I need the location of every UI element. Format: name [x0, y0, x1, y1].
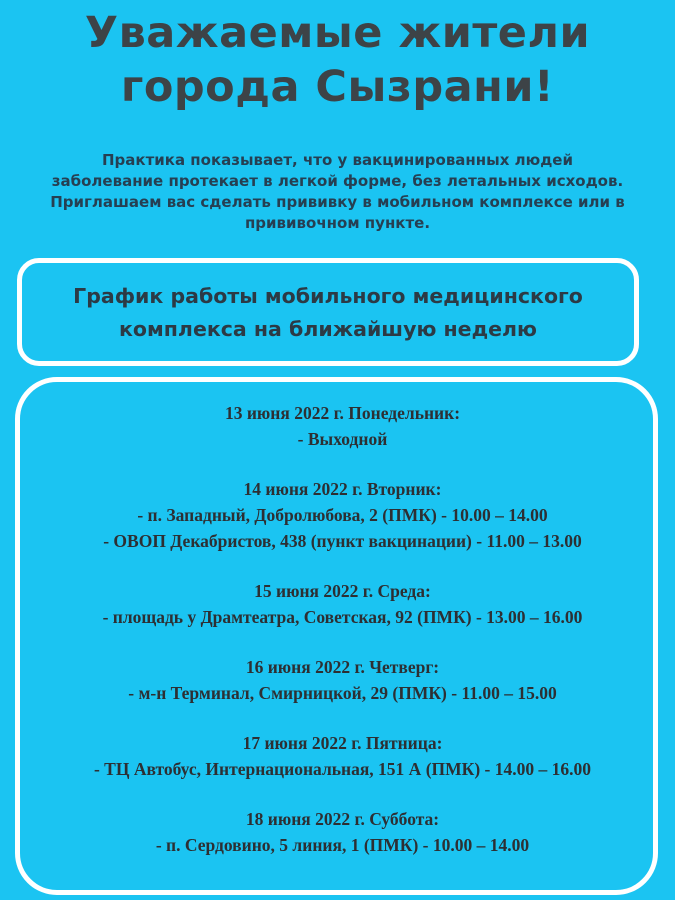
page-headline — [0, 6, 675, 114]
headline-line-2: города Сызрани! — [120, 62, 555, 112]
schedule-day-monday — [5, 400, 675, 452]
headline-line-1: Уважаемые жители — [84, 8, 591, 58]
schedule-title-line-2: комплекса на ближайшую неделю — [119, 317, 537, 341]
day-date: 16 июня 2022 г. Четверг: — [245, 657, 440, 677]
day-entry: - п. Сердовино, 5 линия, 1 (ПМК) - 10.00 – 14.00 — [155, 835, 530, 855]
schedule-title-line-1: График работы мобильного медицинского — [73, 284, 583, 308]
day-entry: - Выходной — [297, 429, 388, 449]
day-date: 13 июня 2022 г. Понедельник: — [224, 403, 461, 423]
day-entry: - м-н Терминал, Смирницкой, 29 (ПМК) - 11.00 – 15.00 — [128, 683, 557, 703]
day-entry: - ОВОП Декабристов, 438 (пункт вакцинации) - 11.00 – 13.00 — [103, 531, 582, 551]
day-entry: - площадь у Драмтеатра, Советская, 92 (ПМК) - 13.00 – 16.00 — [102, 607, 583, 627]
schedule-day-wednesday — [5, 578, 675, 630]
day-entry: - п. Западный, Добролюбова, 2 (ПМК) - 10.00 – 14.00 — [137, 505, 548, 525]
intro-line-1: Практика показывает, что у вакцинированных людей — [101, 151, 573, 169]
schedule-title-box — [17, 258, 639, 366]
intro-paragraph — [0, 150, 675, 234]
intro-line-4: прививочном пункте. — [244, 214, 431, 232]
schedule-day-saturday — [5, 806, 675, 858]
intro-line-2: заболевание протекает в легкой форме, без летальных исходов. — [51, 172, 624, 190]
day-date: 15 июня 2022 г. Среда: — [254, 581, 431, 601]
schedule-day-thursday — [5, 654, 675, 706]
schedule-days-list — [5, 400, 675, 882]
day-date: 14 июня 2022 г. Вторник: — [243, 479, 442, 499]
schedule-title — [22, 280, 634, 346]
schedule-day-tuesday — [5, 476, 675, 554]
day-date: 17 июня 2022 г. Пятница: — [242, 733, 443, 753]
day-entry: - ТЦ Автобус, Интернациональная, 151 А (ПМК) - 14.00 – 16.00 — [93, 759, 592, 779]
day-date: 18 июня 2022 г. Суббота: — [245, 809, 440, 829]
schedule-day-friday — [5, 730, 675, 782]
intro-line-3: Приглашаем вас сделать прививку в мобильном комплексе или в — [50, 193, 625, 211]
schedule-panel — [15, 377, 658, 895]
